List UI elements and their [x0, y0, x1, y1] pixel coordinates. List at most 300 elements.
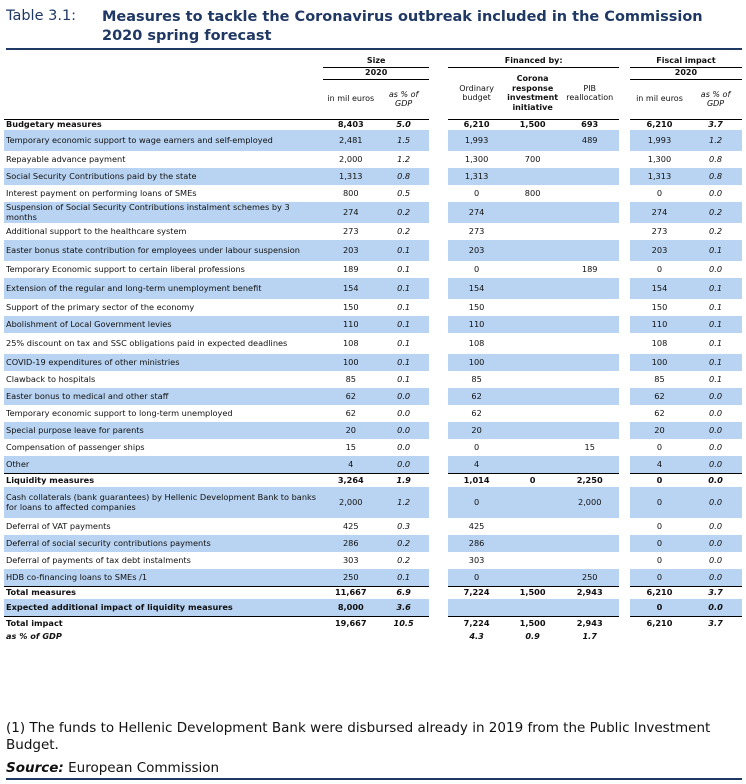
cell-size: 8,403 [323, 119, 378, 130]
cell-fpct: 1.2 [689, 130, 742, 151]
row-label: 25% discount on tax and SSC obligations paid in expected deadlines [6, 337, 288, 348]
cell-pct: 1.5 [378, 130, 429, 151]
row-label: Abolishment of Local Government levies [4, 316, 323, 333]
table-row [4, 569, 742, 586]
table-row [4, 261, 742, 278]
cell-corona [505, 333, 560, 354]
row-label: Extension of the regular and long-term unemployment benefit [4, 278, 323, 299]
table-row [4, 616, 742, 630]
cell-fpct: 0.0 [689, 456, 742, 473]
table-row [4, 316, 742, 333]
cell-ordinary: 62 [471, 407, 482, 418]
cell-pct: 0.0 [378, 388, 429, 405]
row-label: Social Security Contributions paid by the state [4, 168, 323, 185]
cell-pib: 693 [560, 119, 619, 130]
cell-fpct: 0.0 [689, 473, 742, 487]
cell-size: 19,667 [323, 616, 378, 630]
cell-fpct: 0.1 [709, 301, 723, 312]
cell-pct: 0.1 [397, 301, 411, 312]
table-title-block [6, 4, 742, 50]
header-mil-euros-2: in mil euros [636, 94, 683, 104]
cell-fmil: 0 [656, 187, 663, 198]
cell-ordinary: 110 [448, 316, 505, 333]
cell-fmil: 6,210 [630, 119, 689, 130]
cell-corona [505, 240, 560, 261]
cell-pib [560, 223, 619, 240]
cell-corona [505, 354, 560, 371]
cell-corona [505, 316, 560, 333]
row-label: Cash collaterals (bank guarantees) by Hellenic Development Bank to banks for loans to affected companies [4, 487, 323, 518]
cell-fpct: 0.8 [709, 153, 723, 164]
cell-fpct: 0.1 [689, 354, 742, 371]
column-gap [619, 487, 630, 518]
cell-size: 303 [342, 554, 359, 565]
cell-corona [505, 261, 560, 278]
cell-pct: 0.3 [397, 520, 411, 531]
header-fiscal: Fiscal impact [630, 55, 742, 67]
cell-pct: 0.0 [397, 441, 411, 452]
table-row [4, 130, 742, 151]
cell-ordinary: 154 [448, 278, 505, 299]
column-gap [429, 422, 448, 439]
row-label: Total measures [4, 586, 323, 599]
column-gap [429, 240, 448, 261]
column-gap [429, 202, 448, 223]
row-label: Temporary Economic support to certain liberal professions [6, 263, 245, 274]
row-label: Expected additional impact of liquidity measures [4, 599, 323, 616]
cell-fmil: 0 [630, 599, 689, 616]
table-label: Table 3.1: [6, 8, 77, 24]
cell-fmil: 4 [630, 456, 689, 473]
cell-pib [560, 299, 619, 316]
cell-corona [505, 168, 560, 185]
table-row [4, 422, 742, 439]
column-gap [619, 119, 630, 130]
cell-fmil: 62 [630, 388, 689, 405]
cell-fpct: 3.7 [689, 586, 742, 599]
source-label: Source: [6, 760, 64, 776]
cell-fmil: 0 [656, 263, 663, 274]
cell-pib [560, 151, 619, 168]
cell-fpct: 0.0 [689, 599, 742, 616]
cell-pct: 0.0 [378, 422, 429, 439]
cell-fpct: 0.1 [689, 240, 742, 261]
column-gap [619, 223, 630, 240]
cell-ordinary: 62 [448, 388, 505, 405]
row-label: HDB co-financing loans to SMEs /1 [4, 569, 323, 586]
cell-fmil: 0 [656, 441, 663, 452]
cell-fpct: 0.8 [689, 168, 742, 185]
cell-pib: 2,943 [560, 616, 619, 630]
cell-fmil: 62 [654, 407, 665, 418]
cell-ordinary: 1,993 [448, 130, 505, 151]
cell-size: 20 [323, 422, 378, 439]
cell-fmil: 85 [654, 373, 665, 384]
column-gap [619, 316, 630, 333]
cell-corona [505, 569, 560, 586]
cell-size: 273 [342, 225, 359, 236]
header-corona: Corona response investment initiative [507, 74, 559, 112]
cell-pib: 2,250 [560, 473, 619, 487]
cell-ordinary: 4 [448, 456, 505, 473]
cell-fpct: 0.0 [709, 520, 723, 531]
cell-pct: 0.1 [397, 373, 411, 384]
cell-fpct: 0.0 [709, 441, 723, 452]
column-gap [619, 130, 630, 151]
cell-pib: 15 [584, 441, 595, 452]
cell-fmil: 0 [630, 487, 689, 518]
cell-ordinary: 6,210 [448, 119, 505, 130]
cell-corona: 0.9 [525, 630, 540, 641]
header-row-1 [4, 55, 742, 67]
cell-fpct: 0.0 [689, 487, 742, 518]
cell-pct: 0.1 [378, 278, 429, 299]
column-gap [619, 422, 630, 439]
cell-ordinary: 85 [471, 373, 482, 384]
table-row [4, 599, 742, 616]
column-gap [429, 569, 448, 586]
cell-fpct: 0.0 [689, 535, 742, 552]
cell-fpct: 0.1 [709, 373, 723, 384]
row-label: Clawback to hospitals [6, 373, 96, 384]
row-label: Temporary economic support to long-term unemployed [6, 407, 233, 418]
cell-fmil: 20 [630, 422, 689, 439]
cell-pib: 250 [560, 569, 619, 586]
cell-ordinary: 425 [468, 520, 485, 531]
cell-fpct: 0.2 [709, 225, 723, 236]
cell-fmil [630, 630, 689, 643]
column-gap [429, 535, 448, 552]
cell-corona: 700 [524, 153, 541, 164]
cell-fmil: 0 [656, 554, 663, 565]
column-gap [429, 456, 448, 473]
row-label: Easter bonus state contribution for employees under labour suspension [4, 240, 323, 261]
cell-corona [505, 299, 560, 316]
column-gap [619, 456, 630, 473]
cell-size: 154 [323, 278, 378, 299]
row-label: Deferral of VAT payments [6, 520, 111, 531]
cell-pct: 5.0 [378, 119, 429, 130]
cell-ordinary: 150 [468, 301, 485, 312]
column-gap [619, 261, 630, 278]
cell-pct: 10.5 [378, 616, 429, 630]
cell-ordinary: 1,300 [464, 153, 489, 164]
column-gap [619, 473, 630, 487]
cell-fpct: 0.0 [709, 187, 723, 198]
cell-size: 3,264 [323, 473, 378, 487]
header-financed: Financed by: [448, 55, 619, 67]
cell-ordinary: 274 [448, 202, 505, 223]
cell-size: 1,313 [323, 168, 378, 185]
row-label: Other [4, 456, 323, 473]
cell-corona [505, 487, 560, 518]
row-label: Repayable advance payment [6, 153, 126, 164]
cell-pct: 0.1 [378, 569, 429, 586]
cell-size: 2,000 [339, 153, 363, 164]
cell-size: 85 [345, 373, 356, 384]
cell-pct [378, 630, 429, 643]
cell-fmil: 150 [651, 301, 668, 312]
table-row [4, 354, 742, 371]
cell-pct: 0.1 [378, 354, 429, 371]
cell-pct: 0.8 [378, 168, 429, 185]
row-label: Suspension of Social Security Contributions instalment schemes by 3 months [4, 202, 323, 223]
cell-ordinary: 100 [448, 354, 505, 371]
column-gap [429, 405, 448, 422]
column-gap [429, 354, 448, 371]
cell-size: 2,000 [323, 487, 378, 518]
cell-fmil: 273 [651, 225, 668, 236]
cell-size: 150 [342, 301, 359, 312]
cell-fmil: 6,210 [630, 616, 689, 630]
cell-pib [560, 168, 619, 185]
table-row [4, 371, 742, 388]
cell-pib: 489 [560, 130, 619, 151]
cell-fpct: 3.7 [689, 119, 742, 130]
cell-size: 62 [345, 407, 356, 418]
column-gap [619, 354, 630, 371]
cell-fmil: 154 [630, 278, 689, 299]
cell-size: 274 [323, 202, 378, 223]
header-pib: PIB reallocation [566, 83, 614, 102]
cell-pct: 1.2 [397, 153, 411, 164]
column-gap [429, 223, 448, 240]
table-row [4, 278, 742, 299]
cell-fmil: 100 [630, 354, 689, 371]
cell-corona [505, 371, 560, 388]
cell-corona [505, 405, 560, 422]
column-gap [619, 202, 630, 223]
cell-fmil: 0 [630, 473, 689, 487]
column-gap [429, 518, 448, 535]
column-gap [619, 299, 630, 316]
column-gap [429, 487, 448, 518]
column-gap [429, 278, 448, 299]
cell-corona [505, 223, 560, 240]
cell-fpct: 0.2 [689, 202, 742, 223]
cell-size: 4 [323, 456, 378, 473]
cell-fpct: 0.0 [689, 569, 742, 586]
cell-size: 100 [323, 354, 378, 371]
header-size: Size [323, 55, 429, 67]
cell-pib: 2,000 [560, 487, 619, 518]
row-label: Deferral of social security contributions payments [4, 535, 323, 552]
cell-pct: 0.0 [378, 456, 429, 473]
cell-fmil: 0 [656, 520, 663, 531]
header-size-year: 2020 [323, 67, 429, 79]
column-gap [429, 552, 448, 569]
table-row [4, 185, 742, 202]
column-gap [619, 552, 630, 569]
cell-size: 108 [342, 337, 359, 348]
cell-pib: 189 [581, 263, 598, 274]
column-gap [429, 168, 448, 185]
column-gap [619, 569, 630, 586]
column-gap [619, 333, 630, 354]
cell-ordinary: 273 [468, 225, 485, 236]
cell-ordinary: 0 [473, 187, 480, 198]
column-gap [429, 586, 448, 599]
cell-fmil: 6,210 [630, 586, 689, 599]
cell-pib [560, 202, 619, 223]
table-row [4, 151, 742, 168]
table-row [4, 630, 742, 643]
cell-ordinary: 4.3 [469, 630, 484, 641]
column-gap [429, 130, 448, 151]
cell-pib [560, 185, 619, 202]
cell-fmil: 0 [630, 535, 689, 552]
column-gap [619, 405, 630, 422]
cell-fmil: 110 [630, 316, 689, 333]
cell-corona [505, 278, 560, 299]
column-gap [619, 388, 630, 405]
column-gap [429, 616, 448, 630]
header-gdp-1: as % of GDP [388, 89, 419, 108]
column-gap [619, 151, 630, 168]
column-gap [429, 388, 448, 405]
row-label: Support of the primary sector of the economy [6, 301, 195, 312]
cell-ordinary: 7,224 [448, 586, 505, 599]
cell-size: 110 [323, 316, 378, 333]
column-gap [429, 439, 448, 456]
source-text: European Commission [63, 760, 220, 776]
column-gap [619, 168, 630, 185]
row-label: Compensation of passenger ships [6, 441, 145, 452]
row-label: COVID-19 expenditures of other ministries [4, 354, 323, 371]
column-gap [619, 439, 630, 456]
row-label: Temporary economic support to wage earners and self-employed [4, 130, 323, 151]
cell-fpct: 0.0 [709, 554, 723, 565]
header-fiscal-year: 2020 [630, 67, 742, 79]
table-row [4, 119, 742, 130]
table-row [4, 552, 742, 569]
cell-pct: 0.1 [397, 337, 411, 348]
cell-pct: 0.1 [397, 263, 411, 274]
cell-pct: 0.0 [397, 407, 411, 418]
cell-size: 8,000 [323, 599, 378, 616]
cell-ordinary: 20 [448, 422, 505, 439]
table-row [4, 299, 742, 316]
cell-fpct: 0.1 [689, 316, 742, 333]
column-gap [429, 599, 448, 616]
cell-fpct: 0.0 [689, 388, 742, 405]
source-line [6, 760, 742, 776]
cell-pct: 1.2 [378, 487, 429, 518]
cell-size: 62 [323, 388, 378, 405]
bottom-rule [6, 778, 742, 780]
cell-ordinary: 1,313 [448, 168, 505, 185]
column-gap [619, 518, 630, 535]
cell-size: 203 [323, 240, 378, 261]
cell-size: 15 [345, 441, 356, 452]
cell-pib [560, 316, 619, 333]
cell-corona [505, 388, 560, 405]
cell-pib [560, 456, 619, 473]
cell-size [323, 630, 378, 643]
cell-corona: 1,500 [505, 616, 560, 630]
cell-size: 425 [342, 520, 359, 531]
cell-ordinary: 0 [448, 569, 505, 586]
cell-ordinary: 0 [473, 441, 480, 452]
table-row [4, 168, 742, 185]
column-gap [619, 535, 630, 552]
cell-fmil: 1,993 [630, 130, 689, 151]
column-gap [619, 599, 630, 616]
cell-size: 11,667 [323, 586, 378, 599]
row-label: Easter bonus to medical and other staff [4, 388, 323, 405]
cell-fpct [689, 630, 742, 643]
column-gap [429, 185, 448, 202]
cell-pib: 2,943 [560, 586, 619, 599]
column-gap [429, 299, 448, 316]
table-row [4, 240, 742, 261]
cell-pib [560, 371, 619, 388]
cell-corona [505, 456, 560, 473]
cell-pct: 0.1 [378, 240, 429, 261]
cell-corona [505, 599, 560, 616]
cell-pib [560, 552, 619, 569]
cell-fpct: 0.0 [709, 263, 723, 274]
column-gap [429, 316, 448, 333]
cell-corona [505, 518, 560, 535]
row-label: Budgetary measures [4, 119, 323, 130]
table-row [4, 487, 742, 518]
cell-pct: 0.2 [397, 225, 411, 236]
cell-corona: 800 [524, 187, 541, 198]
cell-fpct: 0.1 [689, 278, 742, 299]
column-gap [429, 630, 448, 643]
row-label: Total impact [4, 616, 323, 630]
cell-corona: 0 [505, 473, 560, 487]
cell-pct: 0.2 [397, 554, 411, 565]
cell-corona [505, 422, 560, 439]
row-label: Interest payment on performing loans of SMEs [6, 187, 197, 198]
cell-pib [560, 518, 619, 535]
cell-pib [560, 535, 619, 552]
cell-ordinary: 1,014 [448, 473, 505, 487]
cell-size: 189 [342, 263, 359, 274]
table-row [4, 333, 742, 354]
cell-ordinary: 303 [468, 554, 485, 565]
cell-pct: 0.1 [378, 316, 429, 333]
cell-size: 286 [323, 535, 378, 552]
measures-table [4, 55, 742, 643]
cell-pib [560, 240, 619, 261]
footnote: (1) The funds to Hellenic Development Bank were disbursed already in 2019 from the Public Investment Budget. [6, 720, 711, 753]
cell-pct: 0.2 [378, 535, 429, 552]
table-row [4, 535, 742, 552]
table-row [4, 388, 742, 405]
cell-corona: 1,500 [505, 586, 560, 599]
cell-pib [560, 388, 619, 405]
cell-size: 250 [323, 569, 378, 586]
cell-fmil: 203 [630, 240, 689, 261]
header-ordinary: Ordinary budget [459, 83, 494, 102]
cell-ordinary: 203 [448, 240, 505, 261]
column-gap [619, 616, 630, 630]
cell-pib [560, 333, 619, 354]
cell-pct: 6.9 [378, 586, 429, 599]
column-gap [429, 151, 448, 168]
table-row [4, 223, 742, 240]
cell-fmil: 1,300 [647, 153, 672, 164]
cell-fpct: 0.0 [709, 407, 723, 418]
column-gap [429, 333, 448, 354]
cell-size: 2,481 [323, 130, 378, 151]
cell-pct: 0.5 [397, 187, 411, 198]
cell-pib: 1.7 [582, 630, 597, 641]
cell-pib [560, 422, 619, 439]
